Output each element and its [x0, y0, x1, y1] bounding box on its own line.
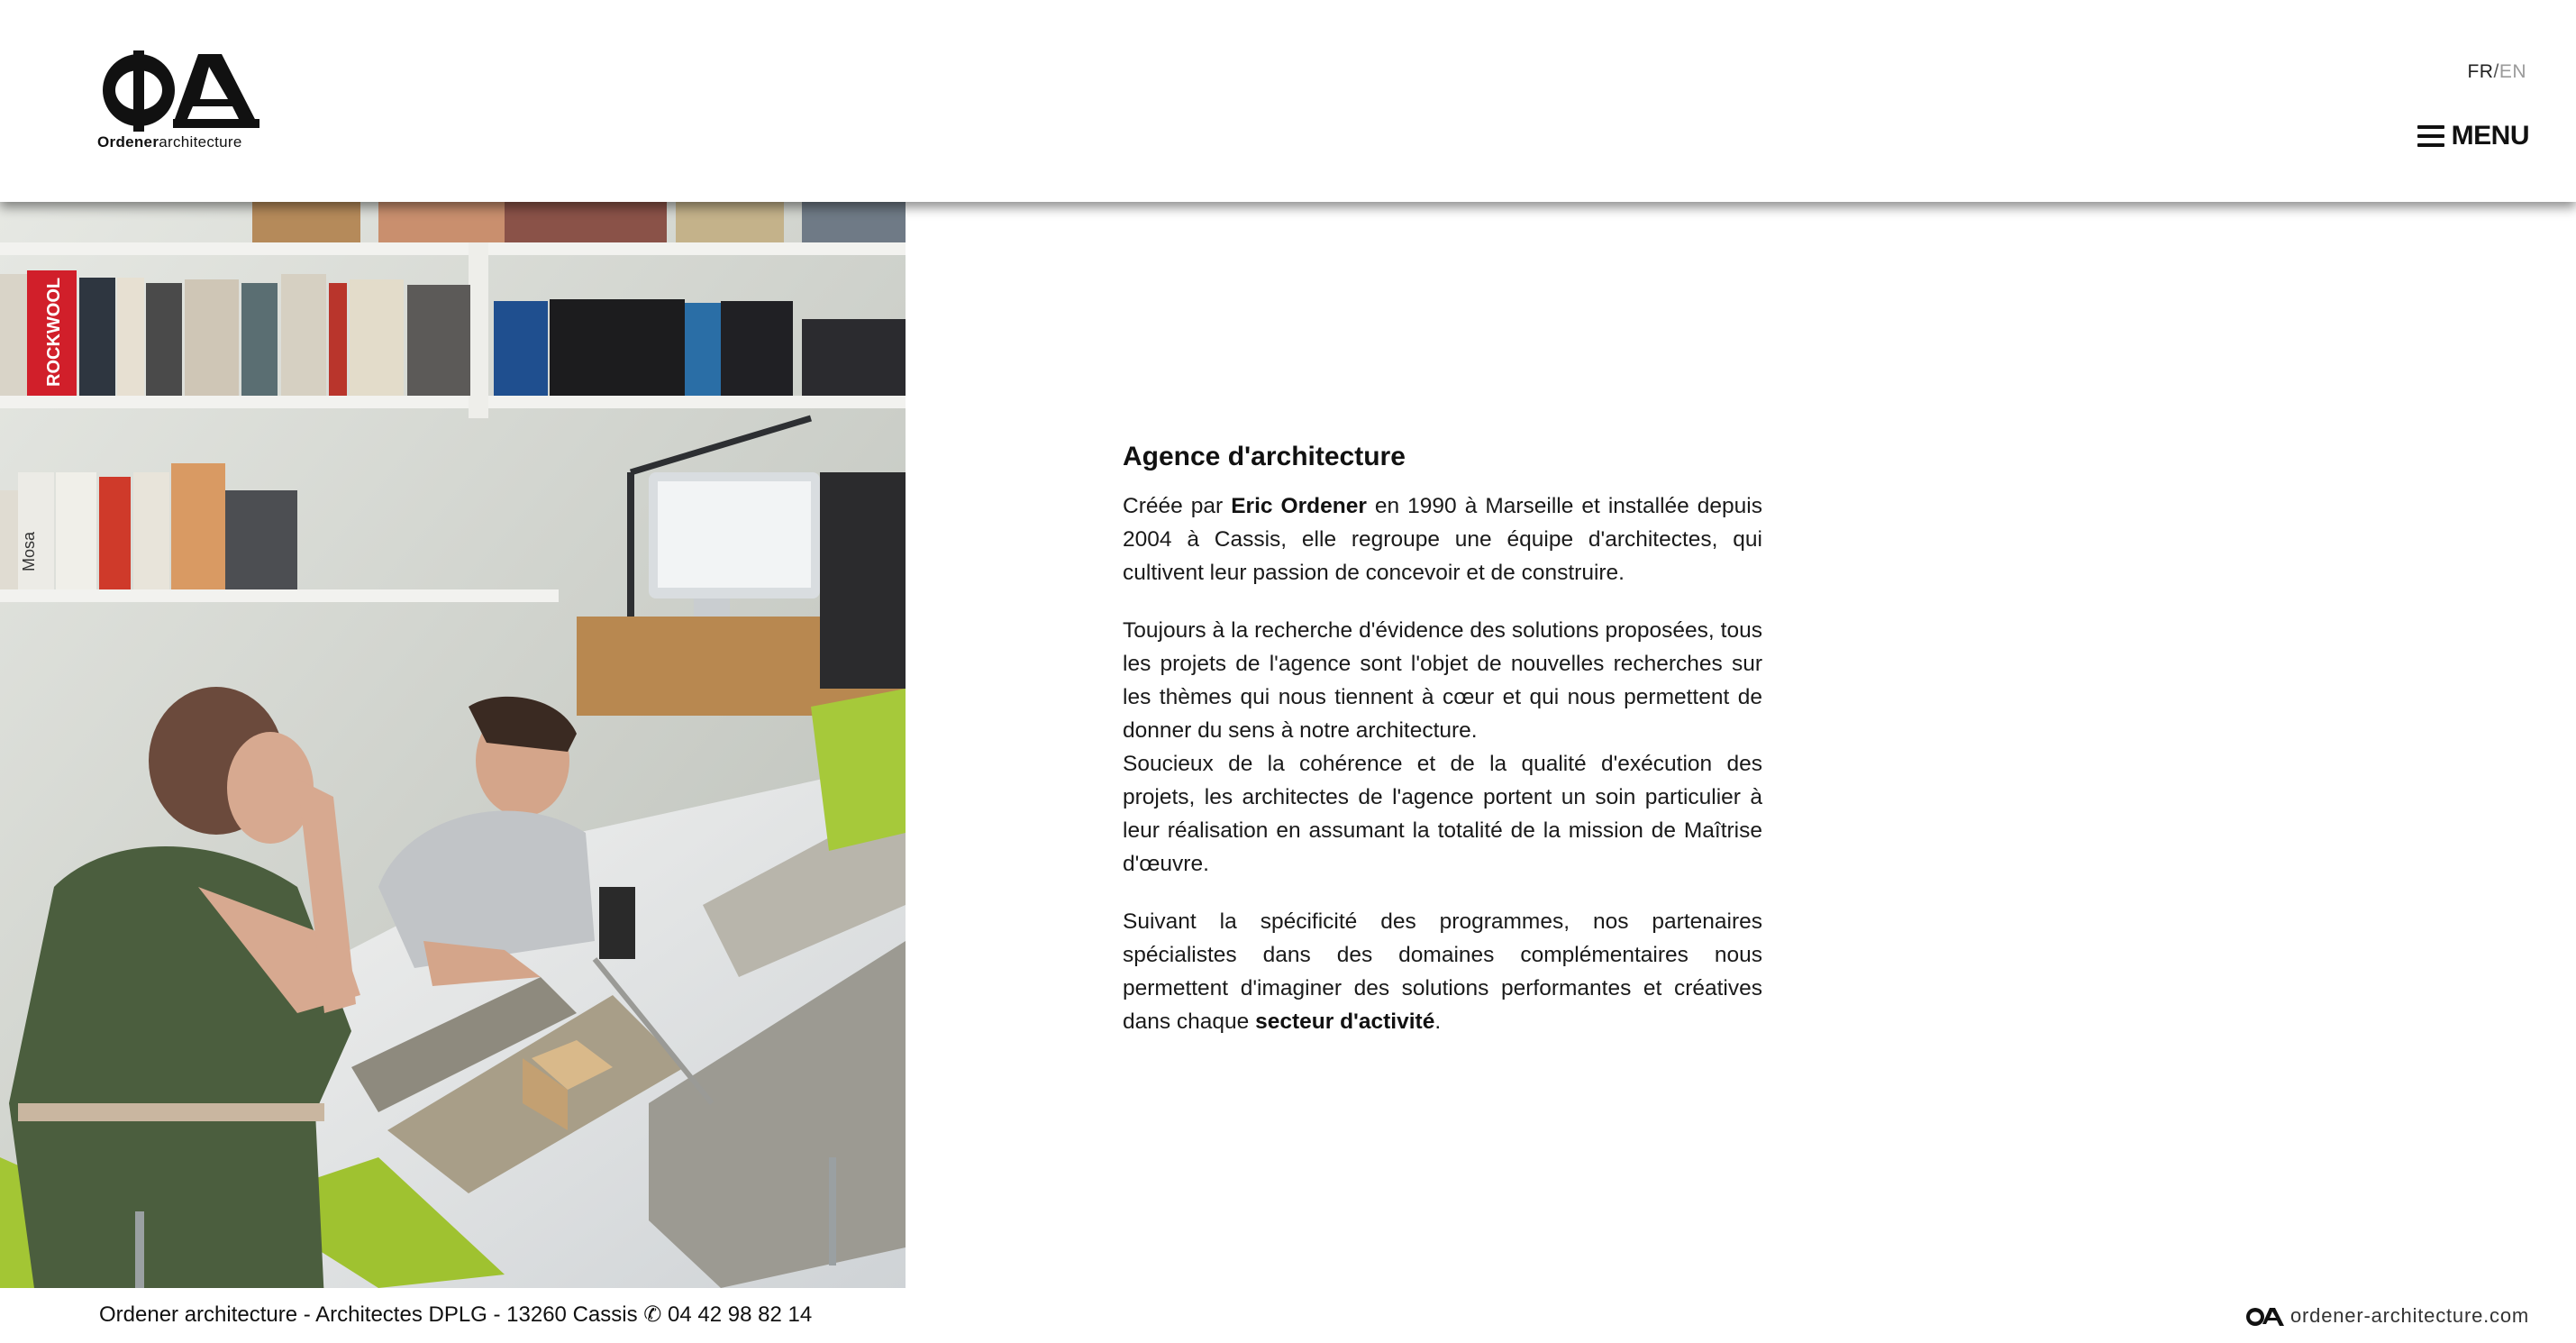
footer-contact: Ordener architecture - Architectes DPLG - 13260 Cassis ✆ 04 42 98 82 14 [99, 1302, 813, 1327]
lang-en-link[interactable]: EN [2499, 61, 2526, 82]
language-switcher [2467, 61, 2526, 83]
site-header [0, 0, 2576, 202]
svg-text:OA: OA [2245, 1306, 2247, 1307]
footer-domain: ordener-architecture.com [2290, 1304, 2529, 1327]
logo-wordmark: Ordenerarchitecture [97, 133, 242, 151]
svg-text:ROCKWOOL: ROCKWOOL [44, 277, 64, 387]
paragraph-partners: Suivant la spécificité des programmes, nos partenaires spécialistes dans des domaines complémentaires nous permettent d'imaginer des solutions performantes et créatives dans chaque secteur d'activité. [1123, 909, 1762, 1034]
menu-button[interactable] [2417, 121, 2529, 151]
logo-mark-icon [97, 50, 263, 133]
agency-description [1123, 440, 1762, 1063]
hamburger-icon [2417, 125, 2444, 147]
founder-name: Eric Ordener [1231, 494, 1367, 518]
lang-fr-link[interactable]: FR [2467, 61, 2494, 82]
lang-separator: / [2493, 61, 2499, 82]
site-logo[interactable] [97, 50, 263, 155]
footer-logo-icon [2245, 1306, 2285, 1328]
agency-photo [0, 202, 906, 1288]
footer-brand[interactable] [2245, 1304, 2529, 1328]
svg-text:OA: OA [138, 97, 140, 98]
paragraph-execution: Soucieux de la cohérence et de la qualité d'exécution des projets, les architectes de l'agence portent un soin particulier à leur réalisation en assumant la totalité de la mission de Maîtrise d'œuvre. [1123, 752, 1762, 876]
menu-label: MENU [2451, 121, 2529, 151]
paragraph-research: Toujours à la recherche d'évidence des solutions proposées, tous les projets de l'agence sont l'objet de nouvelles recherches sur les thèmes qui nous tiennent à cœur et qui nous permettent de donner du sens à notre architecture. [1123, 618, 1762, 743]
svg-text:Mosa: Mosa [20, 531, 38, 571]
office-photo-illustration [0, 202, 906, 1288]
sector-activity-link[interactable]: secteur d'activité [1255, 1010, 1435, 1034]
page-title: Agence d'architecture [1123, 442, 1406, 471]
paragraph-intro: Créée par Eric Ordener en 1990 à Marseille et installée depuis 2004 à Cassis, elle regroupe une équipe d'architectes, qui cultivent leur passion de concevoir et de construire. [1123, 494, 1762, 585]
